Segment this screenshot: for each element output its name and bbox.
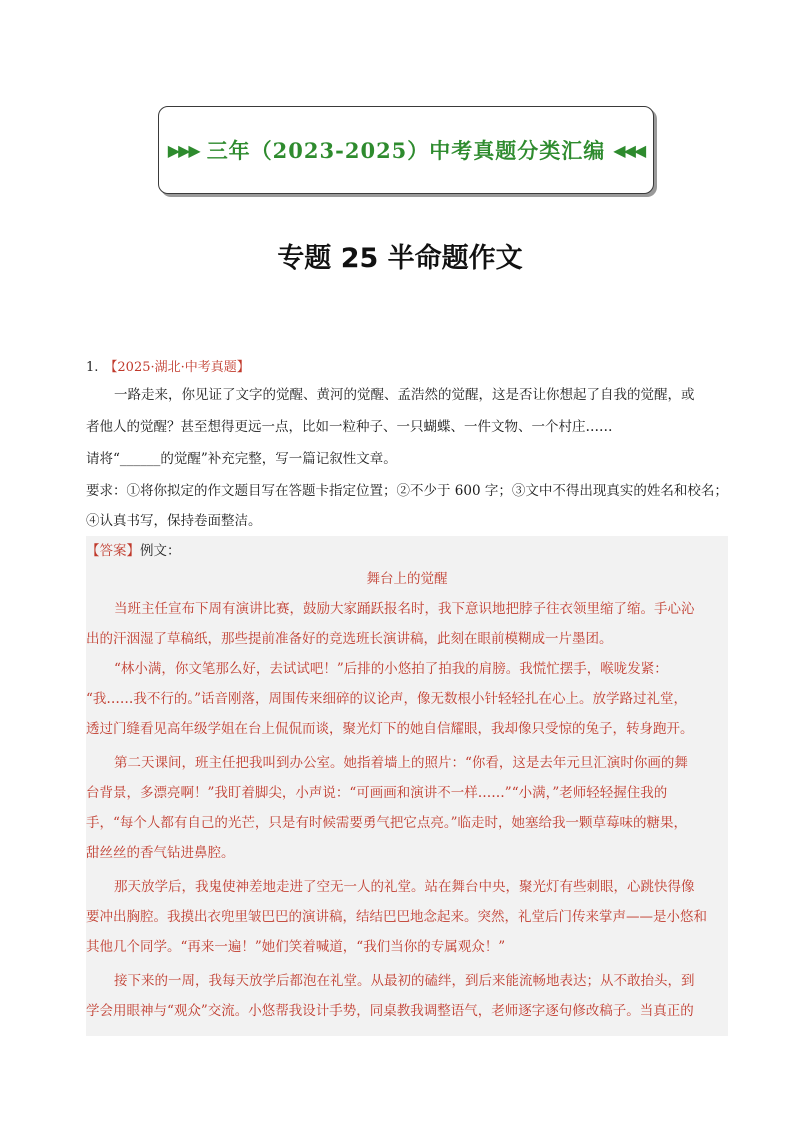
essay-line: “我……我不行的。”话音刚落，周围传来细碎的议论声，像无数根小针轻轻扎在心上。放学路过礼堂， bbox=[86, 691, 688, 707]
left-arrows-icon: ▶▶▶ bbox=[167, 140, 199, 160]
essay-line: 第二天课间，班主任把我叫到办公室。她指着墙上的照片：“你看，这是去年元旦汇演时你画的舞 bbox=[114, 755, 688, 771]
essay-line: 当班主任宣布下周有演讲比赛，鼓励大家踊跃报名时，我下意识地把脖子往衣领里缩了缩。手心沁 bbox=[114, 601, 695, 617]
question-source: 【2025·湖北·中考真题】 bbox=[104, 360, 250, 375]
essay-line: 出的汗洇湿了草稿纸，那些提前准备好的竞选班长演讲稿，此刻在眼前模糊成一片墨团。 bbox=[86, 631, 613, 647]
essay-line: 学会用眼神与“观众”交流。小悠帮我设计手势，同桌教我调整语气，老师逐字逐句修改稿子。当真正的 bbox=[86, 1003, 694, 1019]
essay-line: 那天放学后，我鬼使神差地走进了空无一人的礼堂。站在舞台中央，聚光灯有些刺眼，心跳快得像 bbox=[114, 879, 695, 895]
right-arrows-icon: ◀◀◀ bbox=[613, 140, 645, 160]
question-header bbox=[86, 356, 250, 375]
answer-label: 【答案】 bbox=[86, 543, 140, 559]
essay-line: 其他几个同学。“再来一遍！”她们笑着喊道，“我们当你的专属观众！” bbox=[86, 939, 506, 955]
answer-label-line bbox=[86, 536, 728, 566]
question-number: 1. bbox=[86, 360, 99, 375]
banner-text: 三年（2023-2025）中考真题分类汇编 bbox=[206, 138, 606, 163]
essay-line: 透过门缝看见高年级学姐在台上侃侃而谈，聚光灯下的她自信耀眼，我却像只受惊的兔子，转身跑开。 bbox=[86, 721, 694, 737]
prompt-line-1: 一路走来，你见证了文字的觉醒、黄河的觉醒、孟浩然的觉醒，这是否让你想起了自我的觉醒，或 bbox=[114, 387, 695, 403]
requirement-line-2: ④认真书写，保持卷面整洁。 bbox=[86, 513, 262, 529]
essay-line: 甜丝丝的香气钻进鼻腔。 bbox=[86, 845, 235, 861]
essay-title: 舞台上的觉醒 bbox=[366, 571, 448, 587]
document-title: 专题 25 半命题作文 bbox=[277, 243, 523, 274]
essay-line: 台背景，多漂亮啊！”我盯着脚尖，小声说：“可画画和演讲不一样……”“小满，”老师轻轻握住我的 bbox=[86, 785, 668, 801]
requirement-line-1: 要求：①将你拟定的作文题目写在答题卡指定位置；②不少于 600 字；③文中不得出现真实的姓名和校名； bbox=[86, 483, 728, 499]
header-banner bbox=[158, 106, 654, 194]
banner-content bbox=[168, 135, 644, 165]
essay-line: 手，“每个人都有自己的光芒，只是有时候需要勇气把它点亮。”临走时，她塞给我一颗草莓味的糖果， bbox=[86, 815, 688, 831]
prompt-line-2: 者他人的觉醒？甚至想得更远一点，比如一粒种子、一只蝴蝶、一件文物、一个村庄…… bbox=[86, 419, 613, 435]
answer-label-suffix: 例文： bbox=[140, 543, 181, 559]
instruction-line: 请将“______的觉醒”补充完整，写一篇记叙性文章。 bbox=[86, 451, 397, 467]
answer-section bbox=[86, 536, 728, 1036]
essay-line: 要冲出胸腔。我摸出衣兜里皱巴巴的演讲稿，结结巴巴地念起来。突然，礼堂后门传来掌声——是小悠和 bbox=[86, 909, 707, 925]
essay-line: “林小满，你文笔那么好，去试试吧！”后排的小悠拍了拍我的肩膀。我慌忙摆手，喉咙发紧： bbox=[114, 661, 668, 677]
essay-line: 接下来的一周，我每天放学后都泡在礼堂。从最初的磕绊，到后来能流畅地表达；从不敢抬头，到 bbox=[114, 973, 695, 989]
